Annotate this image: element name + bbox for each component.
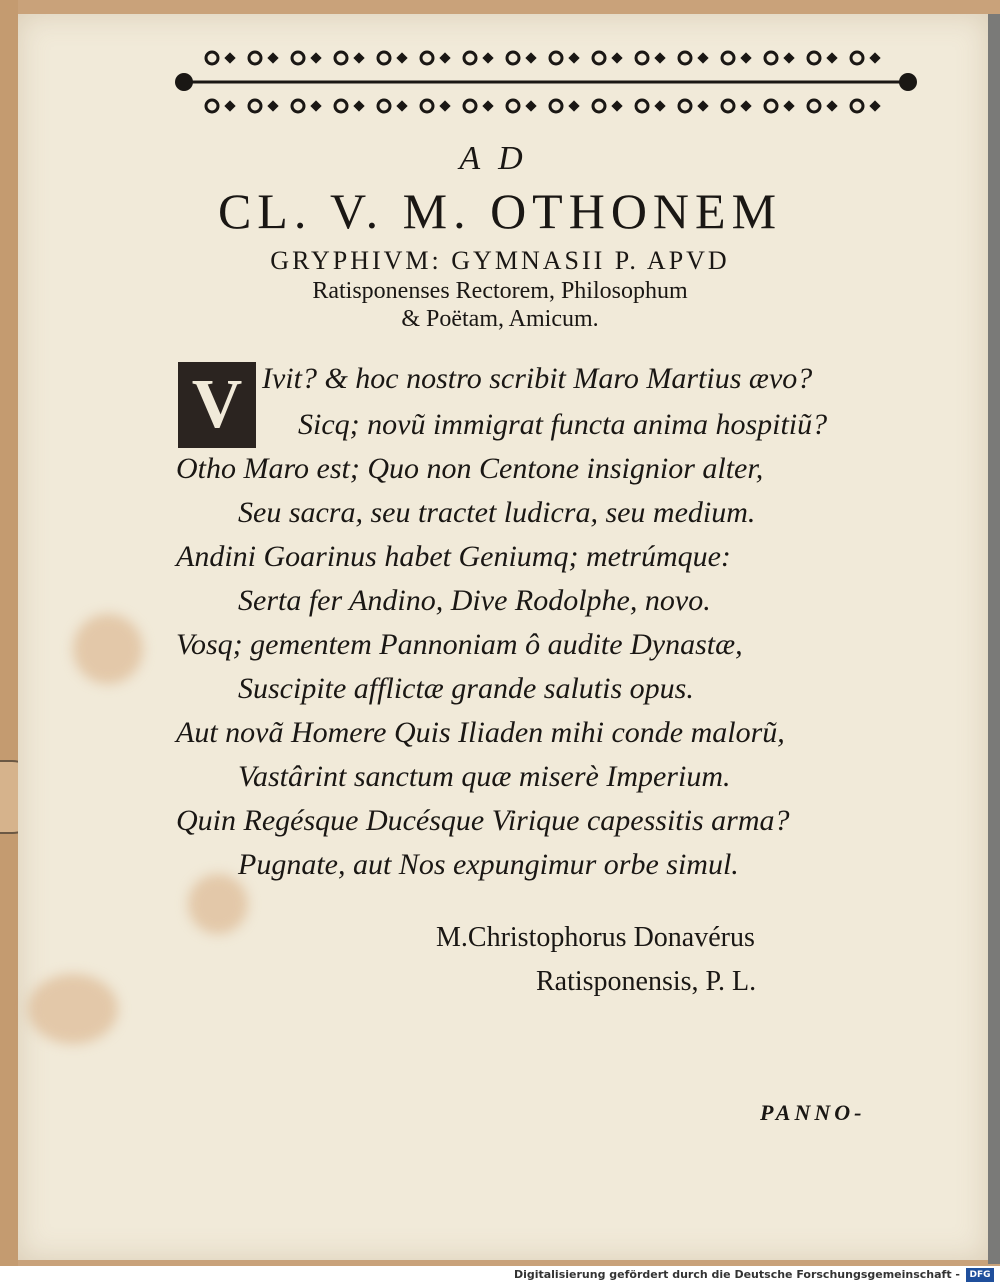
ornament-motif — [765, 52, 777, 64]
ornament-motif — [439, 52, 450, 63]
ornament-motif — [550, 52, 562, 64]
ornament-motif — [783, 52, 794, 63]
ornament-end — [899, 73, 917, 91]
heading-dedication-line-1: Ratisponenses Rectorem, Philosophum — [312, 278, 688, 304]
stain — [28, 974, 118, 1044]
footer-bar — [0, 1266, 1000, 1285]
signature-place: Ratisponensis, P. L. — [536, 966, 757, 997]
ornament-motif — [697, 52, 708, 63]
ornament-motif — [593, 52, 605, 64]
footer-text: Digitalisierung gefördert durch die Deutsche Forschungsgemeinschaft - — [513, 1268, 960, 1281]
verse-line: Otho Maro est; Quo non Centone insignior alter, — [176, 452, 764, 485]
ornament-motif — [464, 100, 476, 112]
ornament-motif — [224, 100, 235, 111]
ornament-motif — [697, 100, 708, 111]
verse-line: Vastârint sanctum quæ miserè Imperium. — [238, 760, 731, 793]
ornament-motif — [679, 52, 691, 64]
ornament-motif — [335, 52, 347, 64]
ornament-motif — [482, 52, 493, 63]
ornament-motif — [310, 100, 321, 111]
ornament-motif — [826, 100, 837, 111]
decorated-initial: V — [178, 362, 256, 448]
ornament-motif — [722, 100, 734, 112]
stain — [73, 614, 143, 684]
ornament-motif — [421, 52, 433, 64]
ornament-motif — [808, 52, 820, 64]
ornament-motif — [826, 52, 837, 63]
ornament-motif — [292, 100, 304, 112]
ornament-motif — [507, 100, 519, 112]
ornament-motif — [310, 52, 321, 63]
ornament-motif — [611, 52, 622, 63]
ornament-motif — [335, 100, 347, 112]
heading-ad: AD — [459, 140, 541, 177]
ornament-motif — [396, 100, 407, 111]
ornament-motif — [808, 100, 820, 112]
ornament-motif — [353, 100, 364, 111]
ornament-motif — [396, 52, 407, 63]
ornament-motif — [267, 52, 278, 63]
ornament-motif — [740, 100, 751, 111]
verse-line: Pugnate, aut Nos expungimur orbe simul. — [238, 848, 739, 881]
ornament-motif — [851, 100, 863, 112]
verse-line: Suscipite afflictæ grande salutis opus. — [238, 672, 694, 705]
verse-line: Aut novã Homere Quis Iliaden mihi conde malorũ, — [176, 716, 785, 749]
heading-subtitle: GRYPHIVM: GYMNASII P. APVD — [270, 246, 730, 275]
ornament-motif — [654, 100, 665, 111]
ornament-motif — [206, 100, 218, 112]
ornament-motif — [267, 100, 278, 111]
ornament-motif — [224, 52, 235, 63]
ornament-motif — [464, 52, 476, 64]
ornament-motif — [568, 52, 579, 63]
ornament-motif — [249, 100, 261, 112]
stain — [188, 874, 248, 934]
heading-title: CL. V. M. OTHONEM — [217, 183, 783, 239]
ornament-motif — [378, 52, 390, 64]
ornament-motif — [249, 52, 261, 64]
ornament-motif — [507, 52, 519, 64]
heading-dedication-line-2: & Poëtam, Amicum. — [401, 306, 599, 332]
ornament-motif — [593, 100, 605, 112]
ornament-motif — [525, 52, 536, 63]
ornament-motif — [636, 100, 648, 112]
signature-name: M.Christophorus Donavérus — [436, 922, 755, 953]
verse-line: Ivit? & hoc nostro scribit Maro Martius ævo? — [262, 362, 813, 395]
verse-line: Seu sacra, seu tractet ludicra, seu medium. — [238, 496, 756, 529]
ornament-motif — [292, 52, 304, 64]
ornament-motif — [869, 100, 880, 111]
ornament-motif — [206, 52, 218, 64]
ornament-motif — [869, 52, 880, 63]
catchword: PANNO- — [760, 1100, 866, 1125]
ornament-motif — [765, 100, 777, 112]
ornament-motif — [568, 100, 579, 111]
ornament-motif — [378, 100, 390, 112]
verse-line: Sicq; novũ immigrat functa anima hospitiũ? — [298, 408, 828, 441]
verse-line: Serta fer Andino, Dive Rodolphe, novo. — [238, 584, 711, 617]
ornament-motif — [421, 100, 433, 112]
ornament-motif — [482, 100, 493, 111]
ornament-motif — [654, 52, 665, 63]
verse-line: Quin Regésque Ducésque Virique capessitis arma? — [176, 804, 790, 837]
ornament-motif — [851, 52, 863, 64]
ornament-motif — [636, 52, 648, 64]
ornament-motif — [679, 100, 691, 112]
ornament-end — [175, 73, 193, 91]
ornament-motif — [783, 100, 794, 111]
ornament-motif — [525, 100, 536, 111]
ornament-motif — [439, 100, 450, 111]
ornament-motif — [550, 100, 562, 112]
ornament-motif — [740, 52, 751, 63]
verse-line: Andini Goarinus habet Geniumq; metrúmque: — [176, 540, 731, 573]
dfg-logo: DFG — [966, 1268, 994, 1282]
verse-line: Vosq; gementem Pannoniam ô audite Dynastæ, — [176, 628, 743, 661]
ornament-motif — [353, 52, 364, 63]
ornament-motif — [722, 52, 734, 64]
ornament-motif — [611, 100, 622, 111]
ornament-band — [172, 36, 920, 128]
